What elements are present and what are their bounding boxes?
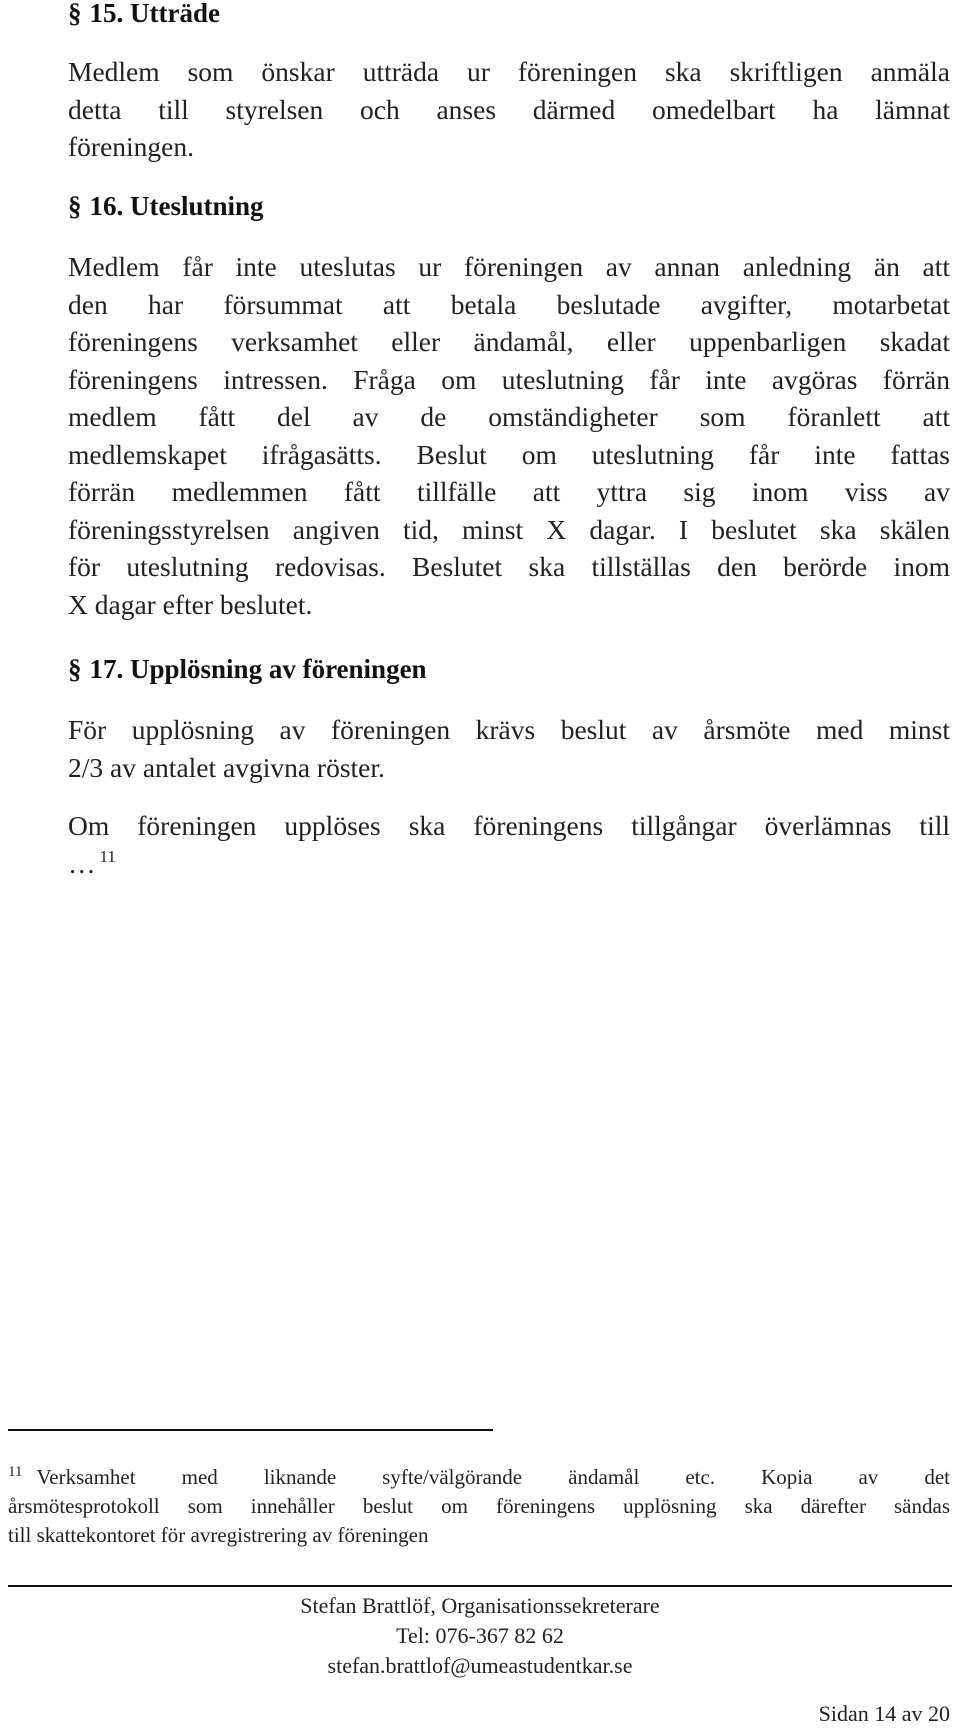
paragraph-uteslutning [68, 248, 950, 623]
section-number: 17. [89, 654, 124, 684]
text-line: föreningens verksamhet eller ändamål, eller uppenbarligen skadat [68, 326, 950, 357]
text-line: medlem fått del av de omständigheter som föranlett att [68, 401, 950, 432]
section-number: 15. [89, 0, 124, 28]
footnote-reference[interactable]: 11 [99, 847, 116, 867]
footer-phone: Tel: 076-367 82 62 [396, 1623, 564, 1648]
section-sign: § [68, 191, 82, 221]
paragraph-tillgangar [68, 807, 950, 882]
section-title: Utträde [130, 0, 220, 28]
footnote-text: Verksamhet med liknande syfte/välgörande ändamål etc. Kopia av det [36, 1465, 950, 1489]
text-line [68, 845, 950, 883]
section-heading-16 [66, 190, 264, 222]
footnote [8, 1463, 950, 1550]
section-sign: § [68, 654, 82, 684]
footer-email[interactable]: stefan.brattlof@umeastudentkar.se [327, 1653, 633, 1678]
text-line: detta till styrelsen och anses därmed omedelbart ha lämnat [68, 93, 950, 125]
footnote-separator [8, 1429, 493, 1431]
paragraph-uttrade [68, 53, 950, 166]
section-title: Upplösning av föreningen [130, 654, 427, 684]
text-line: föreningen. [68, 131, 194, 162]
text-line: medlemskapet ifrågasätts. Beslut om uteslutning får inte fattas [68, 438, 950, 470]
section-number: 16. [89, 191, 124, 221]
footnote-mark: 11 [8, 1464, 23, 1480]
text-line: Om föreningen upplöses ska föreningens tillgångar överlämnas till [68, 810, 950, 841]
section-sign: § [68, 0, 82, 28]
paragraph-upplosning [68, 711, 950, 786]
section-heading-17 [66, 653, 427, 685]
text-line: X dagar efter beslutet. [68, 588, 313, 620]
footer-separator [8, 1585, 952, 1587]
section-heading-15 [66, 0, 220, 29]
footnote-line [8, 1463, 950, 1492]
text-line: 2/3 av antalet avgivna röster. [68, 751, 385, 783]
text-line: Medlem som önskar utträda ur föreningen ska skriftligen anmäla [68, 56, 950, 87]
footnote-line: till skattekontoret för avregistrering av föreningen [8, 1523, 429, 1547]
text-line: föreningens intressen. Fråga om uteslutning får inte avgöras förrän [68, 363, 950, 395]
text-line: För upplösning av föreningen krävs beslut av årsmöte med minst [68, 714, 950, 745]
page-number: Sidan 14 av 20 [818, 1701, 950, 1726]
text-line: för uteslutning redovisas. Beslutet ska tillställas den berörde inom [68, 551, 950, 582]
footer-author: Stefan Brattlöf, Organisationssekreterare [300, 1593, 660, 1618]
footnote-line: årsmötesprotokoll som innehåller beslut om föreningens upplösning ska därefter sändas [8, 1494, 950, 1518]
text-line: den har försummat att betala beslutade avgifter, motarbetat [68, 288, 950, 320]
text-line: förrän medlemmen fått tillfälle att yttra sig inom viss av [68, 476, 950, 507]
text-line: föreningsstyrelsen angiven tid, minst X dagar. I beslutet ska skälen [68, 513, 950, 545]
section-title: Uteslutning [130, 191, 264, 221]
text-line: Medlem får inte uteslutas ur föreningen av annan anledning än att [68, 251, 950, 282]
ellipsis: … [68, 847, 96, 879]
